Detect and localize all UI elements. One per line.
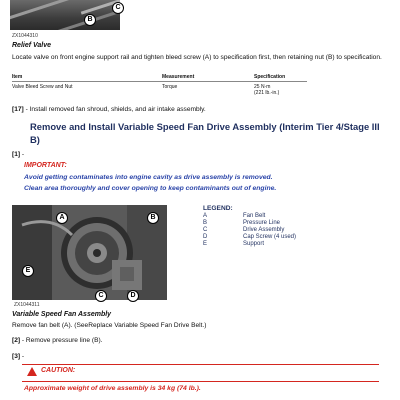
step-1 [12,151,24,158]
step-number: [17] [12,106,24,113]
legend-label: Fan Belt [243,213,266,219]
section-title: Remove and Install Variable Speed Fan Drive Assembly (Interim Tier 4/Stage III B) [30,121,380,145]
spec-table-header [12,74,307,82]
callout-e: E [22,265,34,277]
legend-item [203,213,265,219]
important-line-2: Clean area thoroughly and cover opening to keep contaminants out of engine. [24,185,277,192]
step-number: [1] [12,151,21,158]
important-label: IMPORTANT: [24,162,67,169]
callout-b-top: B [84,14,96,26]
legend-label: Drive Assembly [243,227,285,233]
important-line-1: Avoid getting contaminates into engine cavity as drive assembly is removed. [24,174,273,181]
cell-measurement: Torque [162,84,178,90]
step-number: [3] [12,353,21,360]
caution-label: CAUTION: [41,367,76,374]
cell-item: Valve Bleed Screw and Nut [12,84,73,90]
header-item: Item [12,74,23,80]
image-id-main: ZX1044311 [14,302,40,308]
legend-item [203,241,264,247]
step-3 [12,353,24,360]
warning-triangle-icon [27,367,37,376]
step-text: - [20,353,25,360]
callout-a: A [56,212,68,224]
step-text: - Install removed fan shroud, shields, and air intake assembly. [23,106,206,113]
fan-drive-photo [12,205,167,300]
cell-specification: 25 N·m [254,84,271,90]
fan-assembly-caption: Variable Speed Fan Assembly [12,311,112,318]
legend-key: B [203,220,208,226]
engine-photo-top [10,0,120,30]
step-text: - [20,151,25,158]
step-2 [12,337,103,344]
specification-table [12,74,307,96]
callout-d: D [127,290,139,302]
legend-label: Cap Screw (4 used) [243,234,297,240]
step-text: - Remove pressure line (B). [20,337,103,344]
legend-item [203,227,284,233]
legend-label: Support [243,241,265,247]
fan-drive-illustration [12,205,167,300]
legend-key: C [203,227,208,233]
caution-text: Approximate weight of drive assembly is 34 kg (74 lb.). [24,385,201,392]
header-specification: Specification [254,74,286,80]
legend-key: E [203,241,208,247]
image-id-top: ZX1044310 [12,33,38,39]
relief-valve-caption: Relief Valve [12,42,52,49]
callout-c: C [95,290,107,302]
callout-b: B [147,212,159,224]
legend-title: LEGEND: [203,205,233,212]
table-row [12,90,307,96]
caution-banner [22,364,379,382]
legend-item [203,234,296,240]
legend-item [203,220,280,226]
callout-c-top: C [112,2,124,14]
legend-key: D [203,234,208,240]
cell-specification-alt: (221 lb.-in.) [254,90,280,96]
relief-valve-instruction: Locate valve on front engine support rail and tighten bleed screw (A) to specification first, then retaining nut (B) to specification. [12,54,382,61]
fan-assembly-instruction: Remove fan belt (A). (SeeReplace Variable Speed Fan Drive Belt.) [12,322,207,329]
step-number: [2] [12,337,21,344]
legend-label: Pressure Line [243,220,281,226]
legend-key: A [203,213,208,219]
step-17 [12,106,206,113]
header-measurement: Measurement [162,74,195,80]
